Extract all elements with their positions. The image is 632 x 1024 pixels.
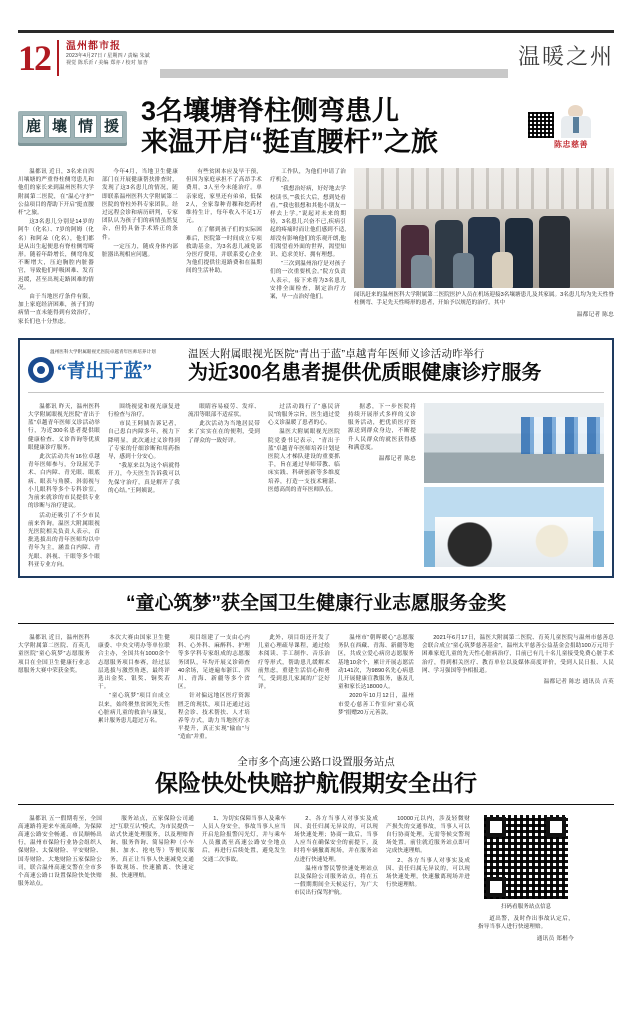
article4-headline: 保险快处快赔护航假期安全出行 [155,769,477,796]
paragraph: 这3名患儿分别是14岁的阿牛（化名）、7岁的阿姆（化名）和阿朵（化名），他们都是从出生起便患有脊柱侧弯畸形。随着年龄增长，侧弯角度不断增大，压迫胸腔内脏器官，导致他们呼吸困难、发育迟缓，甚至出现走路困难的情况。 [18,219,94,291]
paragraph: 2、各方当事人对事实及成因、责任归属无异议的，可以现场快速处理；协商一致后，当事人应当在确保安全的前提下，及时将车辆撤离现场，并在服务站点进行快速处理。 [294,815,378,863]
paragraph: 市民王阿姨告诉记者，自己患白内障多年，视力下降明显，此次通过义诊得到了专家的仔细诊断和用药指导，感到十分安心。 [108,421,180,461]
page-number: 12 [18,38,50,78]
paragraph: “三次到温州治疗是对孩子们的一次重要机会。”院方负责人表示，接下来将为3名患儿安排全面检查，制定治疗方案，早一点治好他们。 [270,261,346,301]
article1-col-3 [186,168,262,327]
paragraph: 在了解到孩子们的实际困难后，医院第一时间成立专项救助基金，为3名患儿减免部分医疗费用，并联系爱心企业为他们提供往返路费和在温期间的生活补助。 [186,227,262,275]
masthead [18,40,614,82]
paragraph: 温州市“朝晖暖心”志愿服务队在西藏、青海、新疆等地区，共成立爱心病房志愿服务基地10余个，累计开展志愿活动141次，为9890名先心病患儿开展健康宣教服务，惠及儿童和家长达18000人。 [338,634,414,691]
child [411,255,432,288]
paragraph: 2021年6月17日，温医大附属第二医院、育英儿童医院与温州市慈善总会联合成立“童心筑梦慈善基金”，温州太平慈善公益基金会捐助100万元用于困难家庭儿童的先天性心脏病治疗，目前已有几十名儿童接受免费心脏手术治疗，得到相关医疗、教育单位以及媒体高度评价，受到人民日报、人民网、学习强国等争相报道。 [422,634,614,674]
doctor-tie-shape [573,117,579,133]
article3-rule [18,623,614,624]
badge-char-2: 情 [74,115,97,138]
article4-col-4 [294,815,378,942]
article-eye-clinic [18,338,614,578]
article-spinal-patients [18,96,614,327]
article4-qr-block[interactable] [478,815,574,942]
article2-col-5 [348,403,416,570]
article1-col-4 [270,168,346,327]
person [364,215,395,288]
paragraph: 道出警，及时作出事故认定后，指导当事人进行快速理赔。 [478,915,574,930]
paragraph: 温都讯 近日，温州医科大学附属第二医院、育英儿童医院“童心筑梦”志愿服务项目在全国卫生健康行业志愿服务大赛中荣获金奖。 [18,634,90,674]
paragraph: 温医大附属眼视光医院院党委书记表示，“青出于蓝”卓越青年医师培养计划是医院人才梯队建设的重要抓手，旨在通过导师带教、临床实践、科研创新等多维度培养，打造一支技术精湛、医德高尚的青年医师队伍。 [268,429,340,493]
paragraph: 此次活动共有16位卓越青年医师参与，分设屈光手术、白内障、青光眼、眼底病、眼表与角膜、斜弱视与小儿眼科等多个专科诊室，为前来就诊的市民提供专业的诊断与治疗建议。 [28,454,100,510]
article1-body [18,168,614,327]
article4-col-3 [202,815,286,942]
photo-people-group [354,209,614,288]
article1-photo-block [354,168,614,327]
paragraph: 服务站点，五家保险公司通过“互联互认”模式，为市民提供一站式快速处理服务，以及理赔咨询、服务咨询、简易险种（小车损、加水、抢电等）等便民服务，真正让当事人快速减免交通事故现场、快速撤离、快速定损、快速理赔。 [110,815,194,879]
paragraph: 10000元以内，涉及轻微财产损失的交通事故，当事人可以自行协商处理，无需等候交警现场处置，前往就近服务站点即可完成快速理赔。 [386,815,470,855]
paragraph: 温都讯 五一假期将至，全国高速路将迎来车流高峰，为保障高速公路安全畅通、市民顺畅出行，温州市保险行业协会组织人保财险、太保财险、平安财险、国寿财险、大地财险五家保险公司，联合温州高速交警在全市多个高速公路口设置保险快处快赔服务站点。 [18,815,102,888]
article3-col-6 [422,634,614,743]
paper-name: 温州都市报 [66,41,121,52]
logo-wordmark: “青出于蓝” [57,361,153,383]
logo-main-row [28,356,178,383]
article4-col-1 [18,815,102,942]
charity-stamp-row [528,104,614,138]
article1-headline-line1: 3名壤塘脊柱侧弯患儿 [141,96,400,126]
paragraph: “我想治好病，好好地去学校读书。”“我长大后，想到处看看。”“我也很想和其他小朋友一样去上学。”说起对未来的期待，3名患儿兴奋不已,疾病引起的疼痛时而让他们感到不适,却没有影响他们的乐观开朗,他们渴望看外面的世界，渴望知识、追求美好、拥有理想。 [270,186,346,259]
article2-col-4 [268,403,340,570]
paragraph: 一定压力，随成身体内部脏器出现相应问题。 [102,243,178,259]
article1-col-2 [102,168,178,327]
qr-finder-top-left [486,817,506,837]
paragraph: 1、为切实保障当事人及乘车人员人身安全，事故当事人应当开启危险报警闪光灯，并与乘车人员撤离至高速公路安全地点后，再进行后续处置，避免发生交通二次事故。 [202,815,286,863]
article3-body [18,634,614,743]
article2-col-1 [28,403,100,570]
article4-body [18,815,614,942]
article1-byline: 温都记者 陈忠 [576,312,614,319]
paragraph: “我原来以为这个病就得开刀，今天医生告诉我可以先保守治疗，真是解开了我的心结。”王阿姨说。 [108,463,180,494]
masthead-text [66,40,150,67]
paragraph: 今年4月，当地卫生健康部门在开展健康帮扶排查时，发现了这3名患儿的情况，随即联系温州医科大学附属第二医院的脊柱外科专家团队。经过远程会诊和病历研判，专家团队认为孩子们的病情虽然复杂，但仍具备手术矫正的条件。 [102,169,178,241]
paragraph: 围绕视觉和视光康复进行检查与治疗。 [108,403,180,419]
article2-titles [188,347,604,386]
doctor-illustration-icon [557,104,595,138]
paragraph: 本次大赛由国家卫生健康委、中央文明办等单位联合主办，全国共有1000余个志愿服务项目参赛，经过层层选拔与激烈角逐，最终评选出金奖、银奖、铜奖若干。 [98,634,170,691]
badge-char-0: 鹿 [22,115,45,138]
article3-byline: 温都记者 陈忠 通讯员 吉英 [543,678,614,685]
article2-col-3 [188,403,260,570]
masthead-divider [57,40,59,76]
article1-headline-line2: 来温开启“挺直腰杆”之旅 [141,127,438,157]
person [539,216,570,288]
article2-photo-block [424,403,604,570]
logo-subtitle: 温州医科大学附属眼视光医院卓越青年医师培养计划 [50,349,156,355]
badge-char-1: 壤 [48,115,71,138]
masthead-staff-line: 视觉 陈乐沂 / 美编 郑亦 / 校对 加杏 [66,60,148,66]
column-badge [18,111,127,143]
paragraph: 据悉，下一步医院将持续开展形式多样的义诊服务活动，把优质医疗资源送到群众身边，不断提升人民群众的就医获得感和满意度。 [348,403,416,451]
paragraph: 项目组建了一支由心内科、心外科、麻醉科、护理等多学科专家组成的志愿服务团队，年均开展义诊筛查40余场，足迹遍布浙江、四川、青海、新疆等多个省区。 [178,634,250,691]
paragraph: 2020年10月12日，温州市爱心慈善工作室向“童心筑梦”捐赠20万元善款。 [338,693,414,716]
article4-col-2 [110,815,194,942]
article-childrens-dream-award [18,592,614,743]
article2-headline: 为近300名患者提供优质眼健康诊疗服务 [188,361,542,384]
paragraph: 温州市警民警快速处理站点以及保险公司服务站点，将在五一假期期间全天候运行，为广大市民出行保驾护航。 [294,865,378,897]
qr-finder-top-right [546,817,566,837]
article2-photo-exam [424,487,604,567]
newspaper-page [0,30,632,1024]
article-insurance-holiday [18,755,614,942]
article1-photo [354,168,614,288]
paragraph: 由于当地医疗条件有限，加上家庭经济困难，孩子们的病情一直未能得到有效治疗，家长们也十分焦虑。 [18,294,94,325]
article2-body [28,403,604,570]
paragraph: 针对偏远地区医疗资源匮乏的现状，项目还通过远程会诊、技术帮扶、人才培养等方式，助力当地医疗水平提升，真正实现“输血”与“造血”并重。 [178,693,250,741]
child [453,253,474,288]
article2-header [28,347,604,386]
article3-col-2 [98,634,170,743]
article4-byline: 通讯员 郑楷今 [536,935,574,942]
section-brand: 温暖之州 [517,44,614,69]
paragraph: 有些贫困本应及早干预，但因为家庭承担不了高昂手术费用，3人至今未能治疗。单亲家庭，家里还有弟弟，低保2人，全家靠种青稞和挖药材维持生计，每年收入不足1万元。 [186,169,262,225]
qr-finder-bottom-left [486,877,506,897]
paragraph: 2、各方当事人对事实及成因、责任归属无异议的，可以现场快速处理，快速撤离现场并进行快速理赔。 [386,857,470,889]
paragraph: 眼睛容易疲劳、发痒、流泪等眼部不适症状。 [188,403,260,419]
masthead-grey-bar [160,69,508,78]
qr-caption: 扫码看服务站点信息 [500,903,552,910]
article3-col-5 [338,634,414,743]
paragraph: “童心筑梦”项目自成立以来，始终聚焦贫困先天性心脏病儿童的救治与康复，累计服务患儿超过万名。 [98,693,170,724]
badge-char-3: 援 [100,115,123,138]
article3-col-3 [178,634,250,743]
paragraph: 活动还吸引了不少市民前来咨询。温医大附属眼视光医院相关负责人表示，首批选拔出的青年医师均以中青年为主，涵盖白内障、青光眼、斜视、干眼等多个眼科亚专业方向。 [28,512,100,568]
paragraph: 工作队，为他们申请了治疗机会。 [270,169,346,184]
article2-rule [28,392,604,393]
article3-col-1 [18,634,90,743]
paragraph: 此外，项目组还开发了儿童心理疏导课程，通过绘本阅读、手工制作、音乐治疗等形式，帮助患儿缓解术前焦虑，重建生活信心和勇气，受到患儿家属的广泛好评。 [258,634,330,691]
article4-col-5 [386,815,470,942]
masthead-date-line: 2023年4月27日 / 星期四 / 责编 朱斌 [66,53,150,59]
paragraph: 过活动践行了“惠民济民”的服务宗旨，医生通过爱心义诊温暖了患者的心。 [268,403,340,427]
paragraph: 此次活动为当地居民带来了实实在在的便利，受到了群众的一致好评。 [188,421,260,444]
article2-subhead: 温医大附属眼视光医院“青出于蓝”卓越青年医师义诊活动昨举行 [188,347,485,360]
article4-qr-sidetext [478,915,574,931]
article3-col-4 [258,634,330,743]
article4-subhead: 全市多个高速公路口设置服务站点 [237,755,395,768]
article2-col-2 [108,403,180,570]
top-divider [18,30,614,33]
article2-byline: 温都记者 陈忠 [378,456,416,463]
article3-headline: “童心筑梦”获全国卫生健康行业志愿服务金奖 [125,592,506,614]
paragraph: 温都讯 昨天，温州医科大学附属眼视光医院“青出于蓝”卓越青年医师义诊活动举行，为近300名患者提供眼健康检查、义诊咨询等优质眼健康诊疗服务。 [28,403,100,451]
article1-headline [141,96,520,158]
charity-stamp-label: 陈忠慈善 [554,140,588,149]
service-station-qr-icon[interactable] [484,815,568,899]
article1-photo-caption: 闻讯赶来的温州医科大学附属第二医院医护人员在机场迎接3名壤塘患儿及其家属。3名患儿均为先天性脊柱侧弯、手足先天性畸形的患者，开始予以规范的治疗。其中 [354,292,614,307]
eye-icon [28,357,54,383]
child [492,252,513,288]
paragraph: 温都讯 近日，3名来自四川壤塘的严重脊柱侧弯患儿和他们的家长来到温州医科大学附属第二医院，在“温心守护”公益项目的帮助下开启“挺直腰杆”之旅。 [18,169,94,217]
article1-col-1 [18,168,94,327]
qr-code-icon[interactable] [528,112,554,138]
charity-stamp[interactable] [528,104,614,150]
article1-header [18,96,614,158]
article2-photo-crowd [424,403,604,483]
qingchuyulan-logo [28,349,178,383]
article4-rule [18,804,614,805]
